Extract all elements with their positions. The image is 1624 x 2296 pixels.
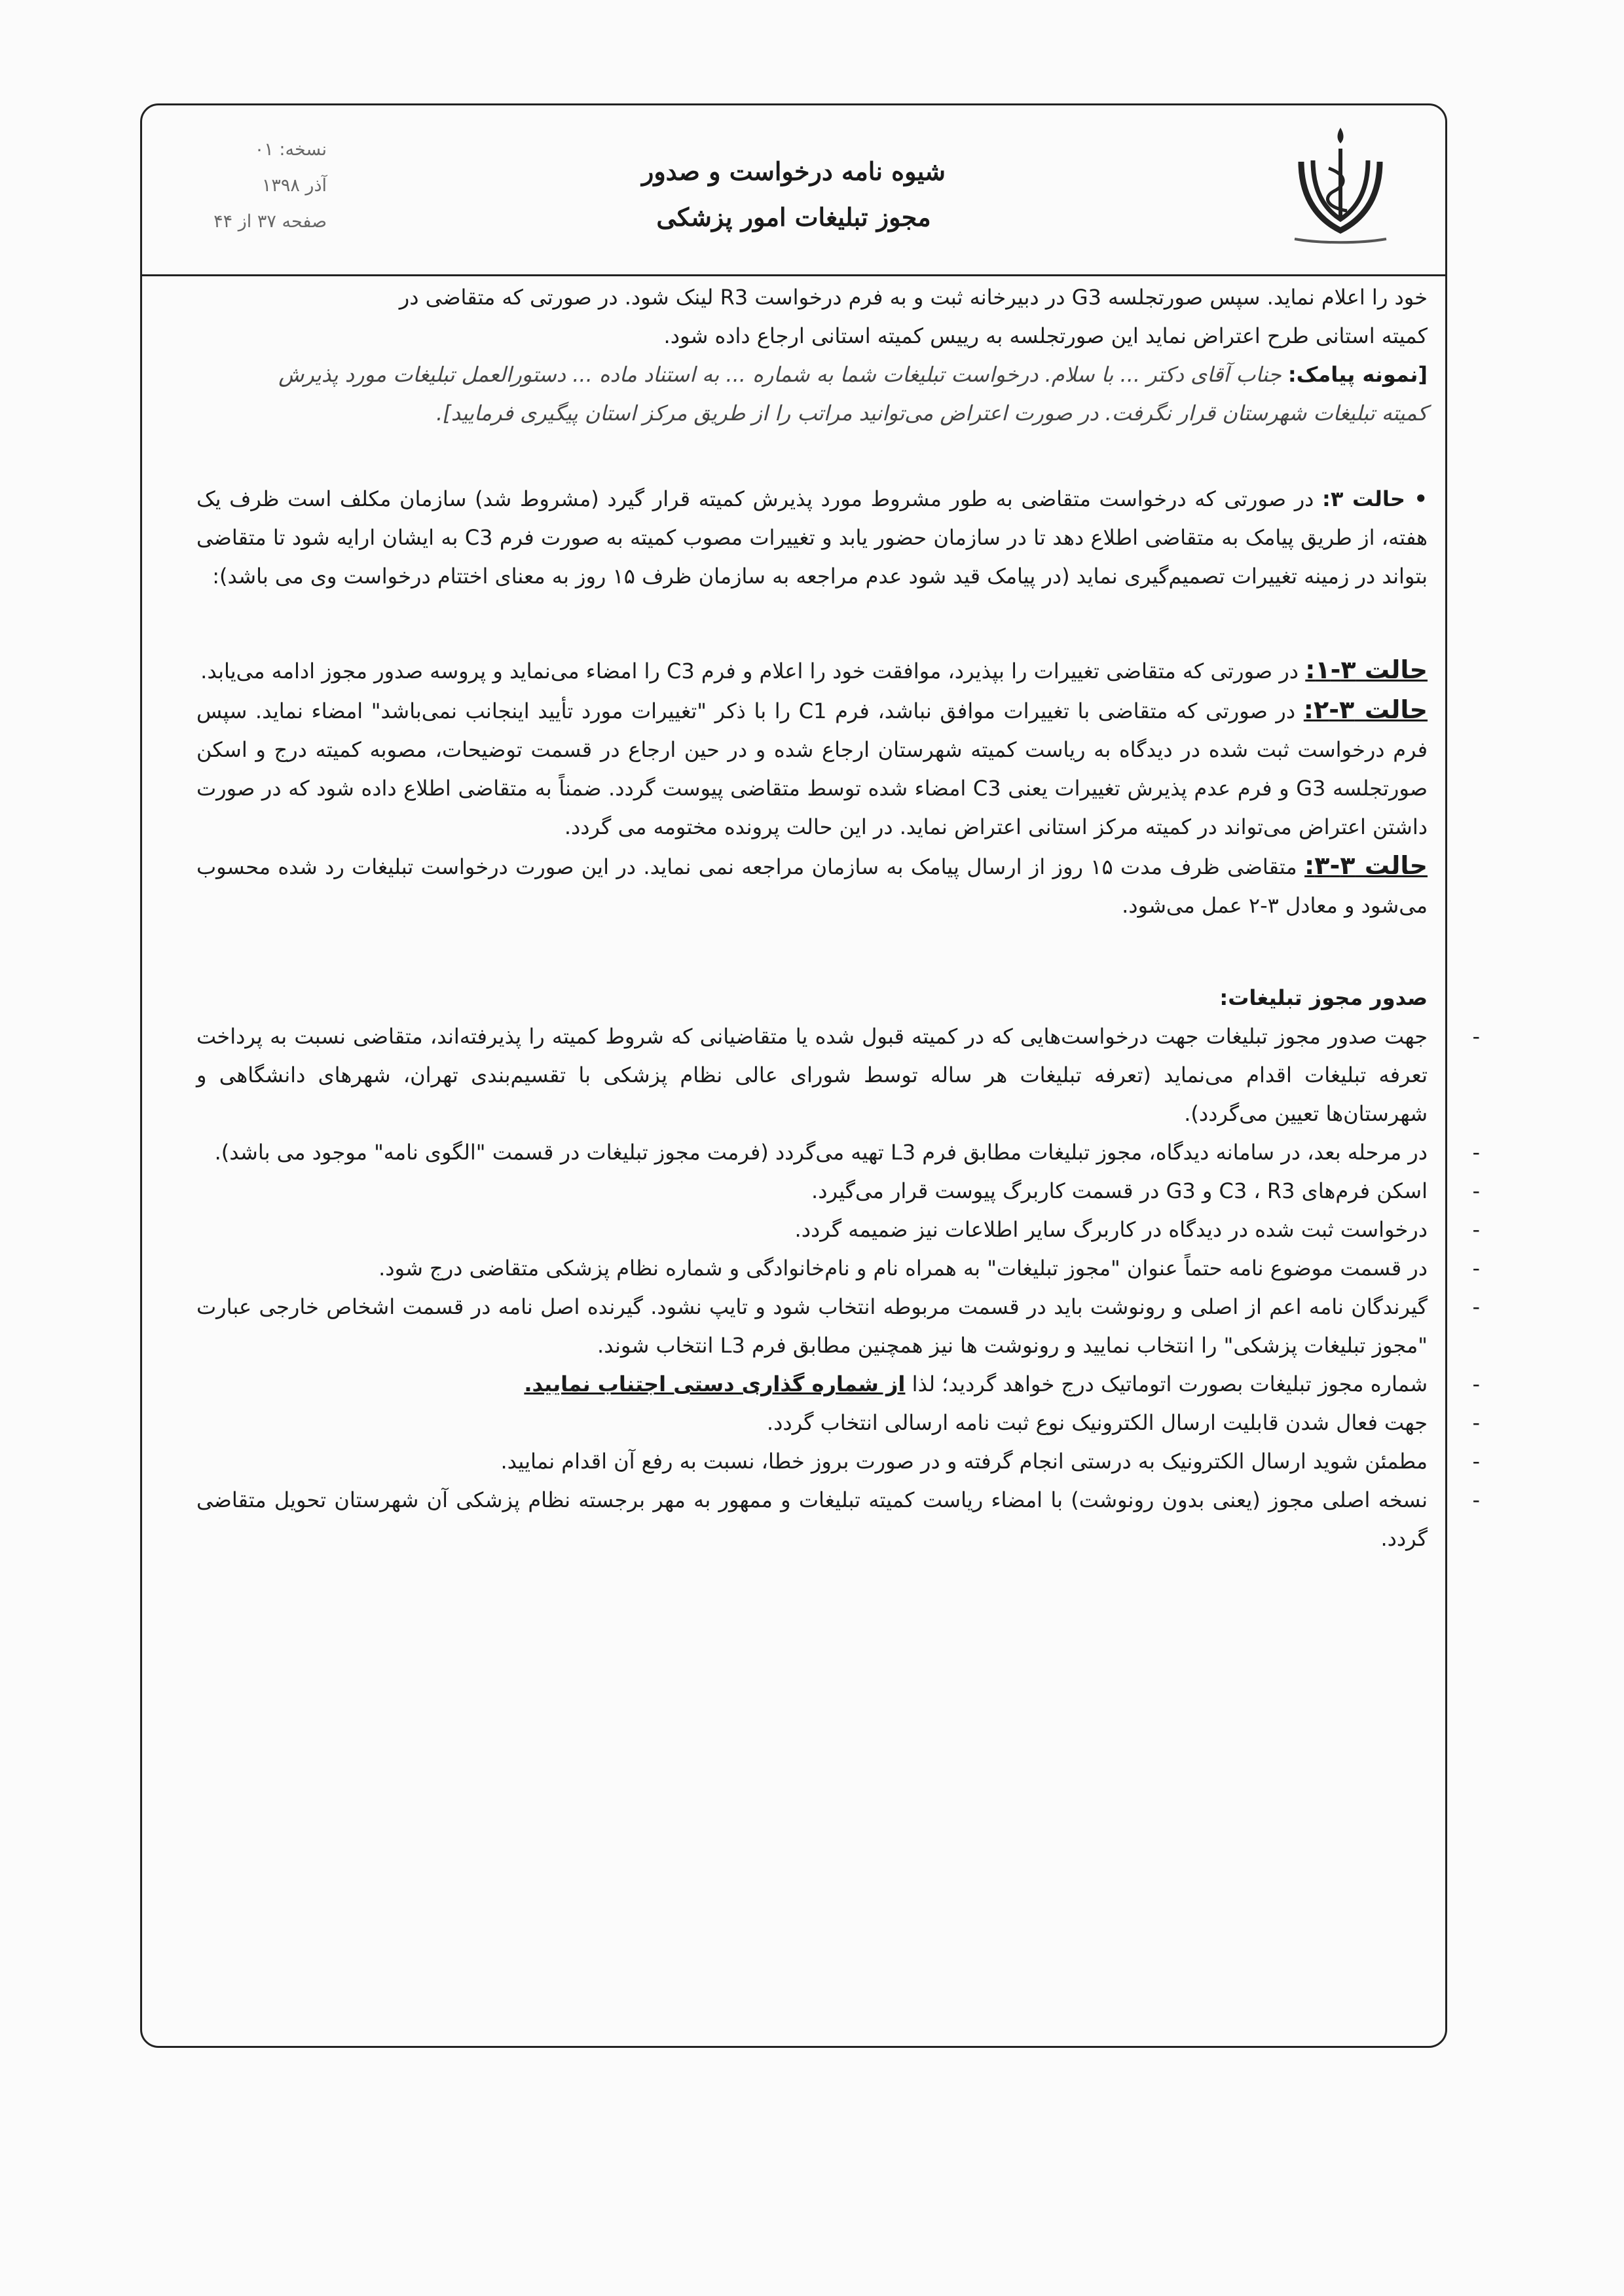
document-title — [142, 149, 1445, 240]
case-3-1-text: در صورتی که متقاضی تغییرات را بپذیرد، موافقت خود را اعلام و فرم C3 را امضاء می‌نماید و پروسه صدور مجوز ادامه می‌یابد. — [200, 659, 1306, 683]
case-3-label: • حالت ۳: — [1322, 486, 1428, 511]
sms-label: [نمونه پیامک: — [1287, 362, 1428, 387]
issuance-title: صدور مجوز تبلیغات: — [1219, 985, 1428, 1010]
case-3-1-label: حالت ۳-۱: — [1305, 655, 1428, 684]
numbering-warning: از شماره گذاری دستی اجتناب نمایید. — [524, 1372, 906, 1396]
list-item: - اسکن فرم‌های C3 ، R3 و G3 در قسمت کاربرگ پیوست قرار می‌گیرد. — [811, 1178, 1480, 1203]
case-3-3-text: متقاضی ظرف مدت ۱۵ روز از ارسال پیامک به سازمان مراجعه نمی نماید. در این صورت درخواست تبلیغات رد شده محسوب می‌شود و معادل ۳-۲ عمل می‌شود. — [196, 854, 1428, 918]
case-3-3-label: حالت ۳-۳: — [1304, 851, 1428, 880]
case-3-text: در صورتی که درخواست متقاضی به طور مشروط مورد پذیرش کمیته قرار گیرد (مشروط شد) سازمان مکلف است ظرف یک هفته، از طریق پیامک به متقاضی اطلاع دهد تا در سازمان حضور یابد و تغییرات مصوب کمیته به صورت فرم C3 به ایشان ارایه شود تا متقاضی بتواند در زمینه تغییرات تصمیم‌گیری نماید (در پیامک قید شود عدم مراجعه به سازمان ظرف ۱۵ روز به معنای اختتام درخواست وی می باشد): — [196, 486, 1428, 589]
page-number: صفحه ۳۷ از ۴۴ — [213, 211, 327, 232]
sms-line-1: جناب آقای دکتر ... با سلام. درخواست تبلیغات شما به شماره ... به استناد ماده ... دستورالعمل تبلیغات مورد پذیرش — [278, 362, 1288, 387]
issuance-list — [196, 1017, 1480, 1558]
list-item: - جهت صدور مجوز تبلیغات جهت درخواست‌هایی که در کمیته قبول شده یا متقاضیانی که شروط کمیته را پذیرفته‌اند، متقاضی نسبت به پرداخت تعرفه تبلیغات اقدام می‌نماید (تعرفه تبلیغات هر ساله توسط شورای عالی نظام پزشکی با تقسیم‌بندی تهران، شهرهای دانشگاهی و شهرستان‌ها تعیین می‌گردد). — [196, 1024, 1480, 1126]
title-line-1: شیوه نامه درخواست و صدور — [641, 156, 946, 186]
sms-sample — [196, 355, 1428, 394]
sms-line-2: کمیته تبلیغات شهرستان قرار نگرفت. در صورت اعتراض می‌توانید مراتب را از طریق مرکز استان پیگیری فرمایید]. — [436, 401, 1428, 426]
document-header — [142, 105, 1445, 276]
list-item: - مطمئن شوید ارسال الکترونیک به درستی انجام گرفته و در صورت بروز خطا، نسبت به رفع آن اقدام نمایید. — [500, 1449, 1480, 1474]
case-3-2 — [196, 691, 1428, 847]
intro-line-2: کمیته استانی طرح اعتراض نماید این صورتجلسه به رییس کمیته استانی ارجاع داده شود. — [663, 323, 1428, 348]
title-line-2: مجوز تبلیغات امور پزشکی — [656, 202, 931, 232]
intro-line-1: خود را اعلام نماید. سپس صورتجلسه G3 در دبیرخانه ثبت و به فرم درخواست R3 لینک شود. در صورتی که متقاضی در — [399, 285, 1428, 310]
document-body — [196, 278, 1480, 1558]
case-3-2-text: در صورتی که متقاضی با تغییرات موافق نباشد، فرم C1 را با ذکر "تغییرات مورد تأیید اینجانب نمی‌باشد" امضاء نماید. سپس فرم درخواست ثبت شده در دیدگاه به ریاست کمیته شهرستان ارجاع شده و در حین ارجاع در قسمت توضیحات، مصوبه کمیته درج و اسکن صورتجلسه G3 و فرم عدم پذیرش تغییرات یعنی C3 امضاء شده توسط متقاضی پیوست گردد. ضمناً به متقاضی اطلاع داده شود که در صورت داشتن اعتراض می‌تواند در کمیته مرکز استانی اعتراض نماید. در این حالت پرونده مختومه می گردد. — [196, 699, 1428, 839]
case-3-3 — [196, 847, 1428, 925]
case-3-1 — [196, 651, 1428, 691]
list-item: - در قسمت موضوع نامه حتماً عنوان "مجوز تبلیغات" به همراه نام و نام‌خانوادگی و شماره نظام پزشکی متقاضی درج شود. — [378, 1256, 1480, 1281]
list-item: - نسخه اصلی مجوز (یعنی بدون رونوشت) با امضاء ریاست کمیته تبلیغات و ممهور به مهر برجسته نظام پزشکی آن شهرستان تحویل متقاضی گردد. — [196, 1487, 1480, 1551]
medical-council-logo-icon — [1282, 122, 1399, 253]
date-label: آذر ۱۳۹۸ — [261, 175, 327, 196]
list-item: - درخواست ثبت شده در دیدگاه در کاربرگ سایر اطلاعات نیز ضمیمه گردد. — [794, 1217, 1480, 1242]
case-3-2-label: حالت ۳-۲: — [1303, 695, 1428, 724]
list-item: - گیرندگان نامه اعم از اصلی و رونوشت باید در قسمت مربوطه انتخاب شود و تایپ نشود. گیرنده اصل نامه در قسمت اشخاص خارجی عبارت "مجوز تبلیغات پزشکی" را انتخاب نمایید و رونوشت ها نیز همچنین مطابق فرم L3 انتخاب شوند. — [196, 1294, 1480, 1358]
list-item: - در مرحله بعد، در سامانه دیدگاه، مجوز تبلیغات مطابق فرم L3 تهیه می‌گردد (فرمت مجوز تبلیغات در قسمت "الگوی نامه" موجود می باشد). — [214, 1140, 1480, 1165]
version-label: نسخه: ۰۱ — [254, 139, 327, 160]
list-item: - جهت فعال شدن قابلیت ارسال الکترونیک نوع ثبت نامه ارسالی انتخاب گردد. — [766, 1410, 1480, 1435]
list-item: - شماره مجوز تبلیغات بصورت اتوماتیک درج خواهد گردید؛ لذا از شماره گذاری دستی اجتناب نمایید. — [524, 1372, 1480, 1396]
case-3 — [196, 480, 1428, 596]
